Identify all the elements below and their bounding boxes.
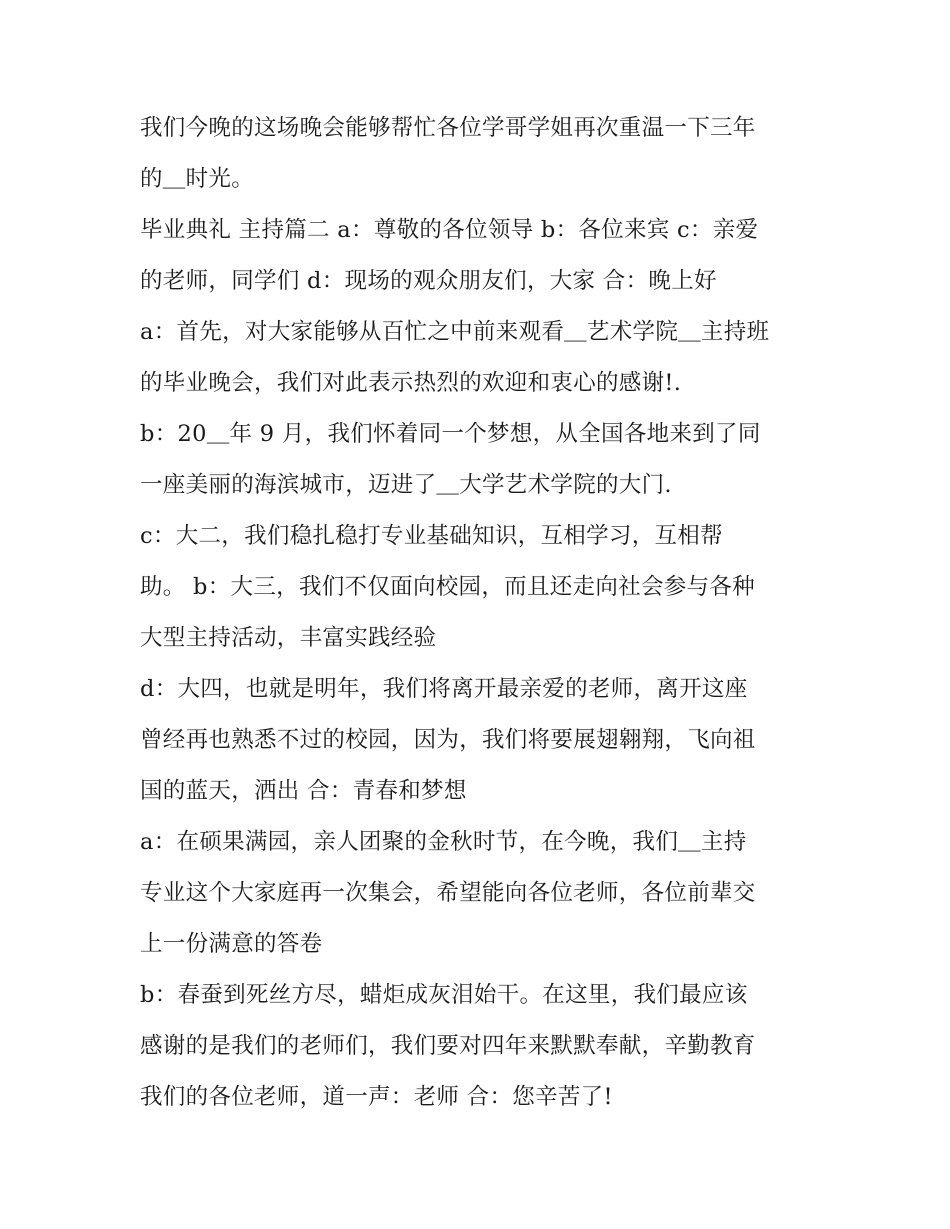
text-line: b：20＿年 9 月，我们怀着同一个梦想，从全国各地来到了同 — [140, 421, 761, 447]
text-line: 我们的各位老师，道一声：老师 合：您辛苦了! — [140, 1084, 613, 1110]
text-line: 的＿时光。 — [140, 166, 255, 192]
text-line: 专业这个大家庭再一次集会，希望能向各位老师，各位前辈交 — [140, 880, 756, 906]
text-line: 毕业典礼 主持篇二 a：尊敬的各位领导 b：各位来宾 c：亲爱 — [140, 217, 759, 243]
text-line: 我们今晚的这场晚会能够帮忙各位学哥学姐再次重温一下三年 — [140, 115, 756, 141]
text-line: a：首先，对大家能够从百忙之中前来观看＿艺术学院＿主持班 — [140, 319, 770, 345]
text-line: d：大四，也就是明年，我们将离开最亲爱的老师，离开这座 — [140, 676, 748, 702]
text-line: 大型主持活动，丰富实践经验 — [140, 625, 437, 651]
text-line: c：大二，我们稳扎稳打专业基础知识，互相学习，互相帮 — [140, 523, 723, 549]
text-line: 上一份满意的答卷 — [140, 931, 323, 957]
document-body — [140, 103, 820, 1123]
text-line: 曾经再也熟悉不过的校园，因为，我们将要展翅翱翔，飞向祖 — [140, 727, 756, 753]
text-line: 的毕业晚会，我们对此表示热烈的欢迎和衷心的感谢!. — [140, 370, 682, 396]
text-line: 一座美丽的海滨城市，迈进了＿大学艺术学院的大门. — [140, 472, 672, 498]
text-line: b：春蚕到死丝方尽，蜡炬成灰泪始干。在这里，我们最应该 — [140, 982, 748, 1008]
text-line: 感谢的是我们的老师们，我们要对四年来默默奉献，辛勤教育 — [140, 1033, 756, 1059]
text-line: 助。 b：大三，我们不仅面向校园，而且还走向社会参与各种 — [140, 574, 755, 600]
text-line: a：在硕果满园，亲人团聚的金秋时节，在今晚，我们＿主持 — [140, 829, 747, 855]
text-line: 的老师，同学们 d：现场的观众朋友们，大家 合：晚上好 — [140, 268, 717, 294]
text-line: 国的蓝天，洒出 合：青春和梦想 — [140, 778, 467, 804]
